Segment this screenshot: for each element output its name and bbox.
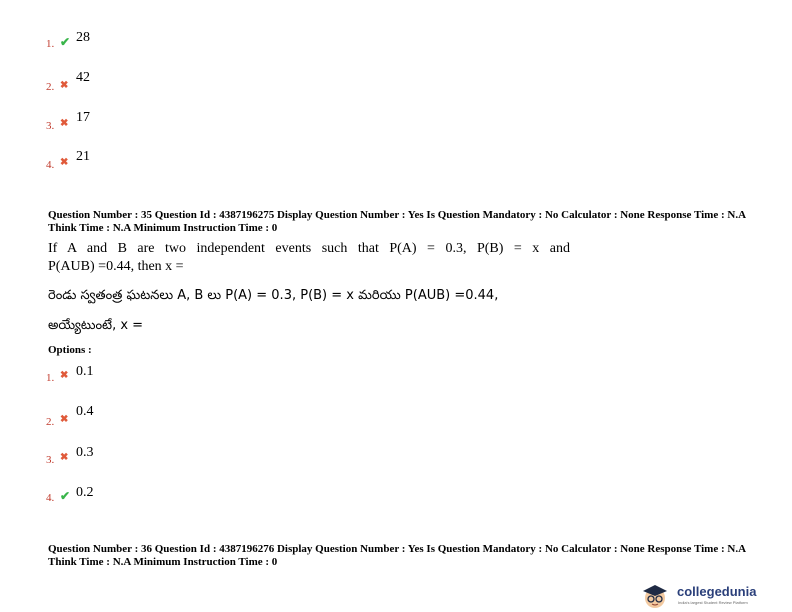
cross-icon: ✖ <box>60 157 69 168</box>
check-icon: ✔ <box>60 489 71 503</box>
student-mascot-icon <box>641 582 669 610</box>
options-label: Options : <box>48 344 92 356</box>
brand-name: collegedunia <box>677 584 757 599</box>
cross-icon: ✖ <box>60 118 69 129</box>
option-value: 28 <box>76 30 90 45</box>
option-value: 0.1 <box>76 364 94 379</box>
option-number: 4. <box>46 159 55 171</box>
option-number: 2. <box>46 416 55 428</box>
option-number: 1. <box>46 372 55 384</box>
question-35-telugu-line-2: అయ్యేటుంటే, x = <box>48 318 144 333</box>
option-value: 21 <box>76 149 90 164</box>
option-number: 3. <box>46 454 55 466</box>
collegedunia-logo <box>641 582 786 610</box>
question-36-header: Question Number : 36 Question Id : 4387196276 Display Question Number : Yes Is Question Mandatory : No Calculator : None Response Time : N.A Think Time : N.A Minimum Instruction Time : 0 <box>48 543 746 568</box>
cross-icon: ✖ <box>60 80 69 91</box>
question-35-text-line-2: P(AUB) =0.44, then x = <box>48 259 184 274</box>
option-number: 4. <box>46 492 55 504</box>
option-value: 0.3 <box>76 445 94 460</box>
question-35-header: Question Number : 35 Question Id : 4387196275 Display Question Number : Yes Is Question Mandatory : No Calculator : None Response Time : N.A Think Time : N.A Minimum Instruction Time : 0 <box>48 209 746 234</box>
question-35-telugu-line-1: రెండు స్వతంత్ర ఘటనలు A, B లు P(A) = 0.3, P(B) = x మరియు P(AUB) =0.44, <box>48 288 499 303</box>
option-number: 3. <box>46 120 55 132</box>
cross-icon: ✖ <box>60 414 69 425</box>
option-number: 2. <box>46 81 55 93</box>
option-value: 0.4 <box>76 404 94 419</box>
question-35-text-line-1: If A and B are two independent events such that P(A) = 0.3, P(B) = x and <box>48 241 570 256</box>
option-number: 1. <box>46 38 55 50</box>
option-value: 42 <box>76 70 90 85</box>
cross-icon: ✖ <box>60 452 69 463</box>
option-value: 17 <box>76 110 90 125</box>
check-icon: ✔ <box>60 35 71 49</box>
brand-tagline: India's largest Student Review Platform <box>678 600 748 605</box>
option-value: 0.2 <box>76 485 94 500</box>
cross-icon: ✖ <box>60 370 69 381</box>
